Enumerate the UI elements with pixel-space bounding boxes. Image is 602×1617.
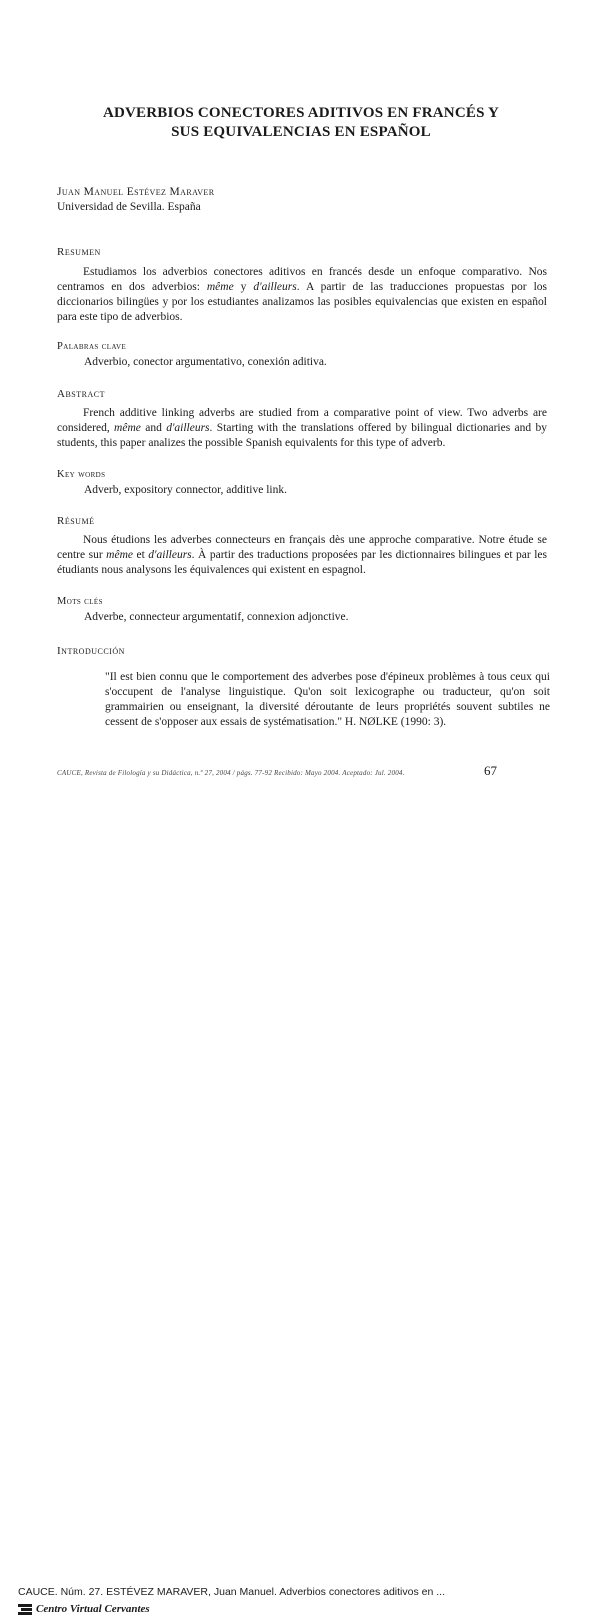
resumen-text-before: Estudiamos los adverbios conectores aditivos en francés desde un enfoque comparativo. Nos centramos en dos adverbios: — [57, 266, 547, 293]
article-title — [60, 104, 542, 142]
author-name: Juan Manuel Estévez Maraver — [57, 186, 215, 198]
resumen-keywords: Adverbio, conector argumentativo, conexión aditiva. — [84, 356, 327, 368]
author-affiliation: Universidad de Sevilla. España — [57, 201, 201, 213]
introduccion-quote: "Il est bien connu que le comportement des adverbes pose d'épineux problèmes à tous ceux qui s'occupent de l'analyse linguistique. Qu'on soit lexicographe ou traducteur, qu'on soit grammairien ou enseignant, la diversité déroutante de leurs propriétés souvent subtiles ne cessent de s'opposer aux essais de systématisation." H. NØLKE (1990: 3). — [105, 671, 550, 728]
source-caption[interactable]: CAUCE. Núm. 27. ESTÉVEZ MARAVER, Juan Manuel. Adverbios conectores aditivos en ... — [18, 1586, 445, 1598]
source-banner — [0, 790, 602, 1615]
abstract-keywords-heading: Key words — [57, 469, 106, 480]
document-page — [0, 0, 602, 790]
abstract-text — [57, 406, 547, 451]
resume-text — [57, 533, 547, 578]
journal-footer: CAUCE, Revista de Filología y su Didáctica, n.º 27, 2004 / págs. 77-92 Recibido: Mayo 2004. Aceptado: Jul. 2004. — [57, 769, 405, 777]
resume-text-after: . À partir des traductions proposées par les dictionnaires bilingues et par les étudiants nous analysons les équivalences qui existent en espagnol. — [57, 549, 547, 576]
cvc-logo-text: Centro Virtual Cervantes — [36, 1603, 150, 1615]
resume-conj: et — [132, 549, 149, 561]
abstract-heading: Abstract — [57, 388, 105, 400]
title-line-1: ADVERBIOS CONECTORES ADITIVOS EN FRANCÉS Y — [102, 105, 500, 121]
page-number: 67 — [484, 763, 497, 778]
title-line-2: SUS EQUIVALENCIAS EN ESPAÑOL — [171, 124, 431, 140]
introduccion-heading: Introducción — [57, 645, 125, 657]
abstract-conj: and — [140, 422, 167, 434]
abstract-term-2: d'ailleurs — [166, 422, 210, 434]
resumen-term-1: même — [206, 281, 234, 293]
abstract-text-before: French additive linking adverbs are studied from a comparative point of view. Two adverbs are considered, — [57, 407, 547, 434]
resume-term-1: même — [106, 549, 133, 561]
resumen-keywords-heading: Palabras clave — [57, 341, 127, 352]
resume-keywords-heading: Mots clés — [57, 596, 103, 607]
cvc-logo[interactable] — [18, 1601, 150, 1617]
resumen-heading: Resumen — [57, 246, 101, 258]
cvc-logo-icon — [18, 1602, 32, 1616]
resume-text-before: Nous étudions les adverbes connecteurs en français dès une approche comparative. Notre étude se centre sur — [57, 534, 547, 561]
resumen-text — [57, 265, 547, 325]
resume-keywords: Adverbe, connecteur argumentatif, connexion adjonctive. — [84, 611, 349, 623]
abstract-keywords: Adverb, expository connector, additive link. — [84, 484, 287, 496]
resume-heading: Résumé — [57, 515, 95, 527]
resumen-text-after: . A partir de las traducciones propuestas por los diccionarios bilingües y por los estudiantes analizamos las posibles equivalencias que existen en español para este tipo de adverbios. — [57, 281, 547, 323]
abstract-term-1: même — [114, 422, 141, 434]
abstract-text-after: . Starting with the translations offered by bilingual dictionaries and by students, this paper analizes the possible Spanish equivalents for this type of adverb. — [57, 422, 547, 449]
resume-term-2: d'ailleurs — [148, 549, 192, 561]
resumen-term-2: d'ailleurs — [253, 281, 297, 293]
resumen-conj: y — [233, 281, 254, 293]
